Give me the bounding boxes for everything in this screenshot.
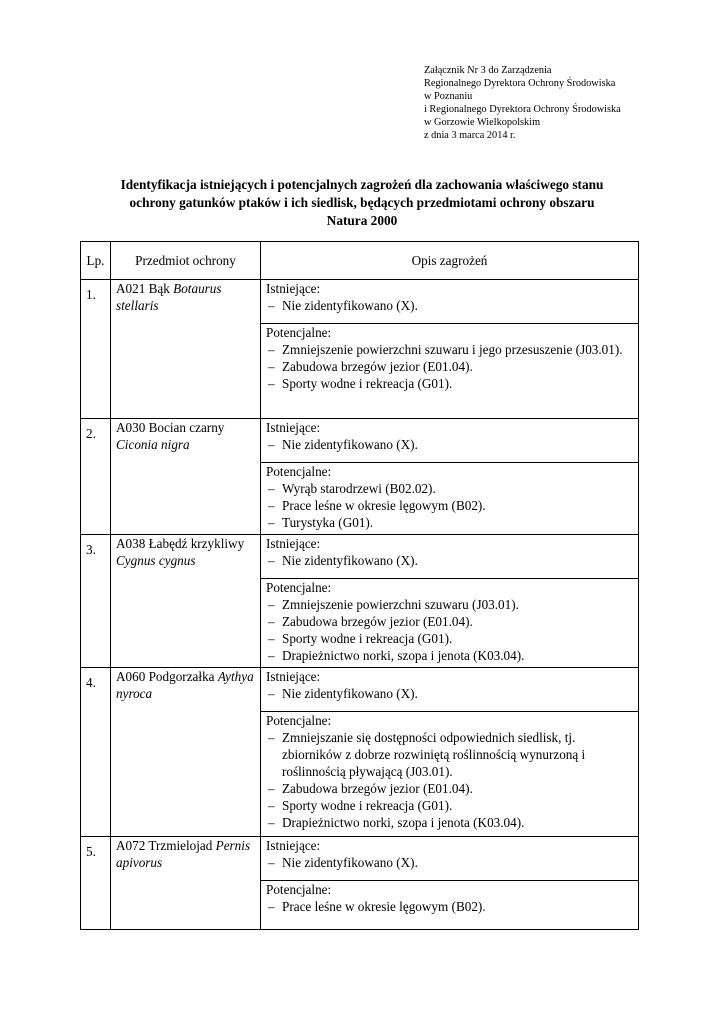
species-name: A038 Łabędź krzykliwy (116, 536, 245, 551)
potential-threats-cell (261, 712, 639, 837)
species-name: A021 Bąk (116, 281, 170, 296)
existing-threats-cell (261, 280, 639, 324)
header-lp: Lp. (81, 242, 111, 280)
title-line: ochrony gatunków ptaków i ich siedlisk, będących przedmiotami ochrony obszaru (129, 195, 595, 210)
annex-line: i Regionalnego Dyrektora Ochrony Środowiska (424, 104, 621, 116)
table-row (81, 535, 639, 579)
header-description: Opis zagrożeń (261, 242, 639, 280)
threat-item: – Nie zidentyfikowano (X). (266, 436, 638, 453)
subject-cell (111, 280, 261, 419)
existing-label: Istniejące: (266, 536, 321, 551)
potential-threats-cell (261, 881, 639, 930)
potential-threats-list (266, 480, 638, 531)
annex-line: w Poznaniu (424, 91, 473, 103)
species-latin-name: Aythya nyroca (116, 669, 254, 701)
row-number: 5. (86, 844, 96, 859)
existing-threats-list (266, 436, 638, 453)
subject-cell (111, 668, 261, 837)
species-latin-name: Botaurus stellaris (116, 281, 222, 313)
existing-label: Istniejące: (266, 669, 321, 684)
row-number-cell (81, 280, 111, 419)
potential-label: Potencjalne: (266, 464, 332, 479)
row-number: 1. (86, 287, 96, 302)
existing-label: Istniejące: (266, 420, 321, 435)
table-row (81, 837, 639, 881)
annex-line: Załącznik Nr 3 do Zarządzenia (424, 65, 552, 76)
annex-line: z dnia 3 marca 2014 r. (424, 130, 516, 142)
title-line: Natura 2000 (326, 213, 398, 228)
species-name: A072 Trzmielojad (116, 838, 213, 853)
existing-threats-cell (261, 668, 639, 712)
potential-threats-list (266, 729, 638, 831)
table-row (81, 280, 639, 324)
existing-threats-cell (261, 837, 639, 881)
potential-label: Potencjalne: (266, 325, 332, 340)
threat-item: – Wyrąb starodrzewi (B02.02). (266, 480, 638, 497)
existing-label: Istniejące: (266, 838, 321, 853)
species-latin-name: Cygnus cygnus (116, 553, 196, 568)
threat-item: – Nie zidentyfikowano (X). (266, 685, 638, 702)
row-number-cell (81, 419, 111, 535)
header-subject: Przedmiot ochrony (111, 242, 261, 280)
existing-threats-list (266, 552, 638, 569)
existing-threats-cell (261, 419, 639, 463)
potential-label: Potencjalne: (266, 580, 332, 595)
title-line: Identyfikacja istniejących i potencjalnych zagrożeń dla zachowania właściwego stanu (120, 177, 604, 192)
threat-item: – Nie zidentyfikowano (X). (266, 297, 638, 314)
threat-item: – Zmniejszenie powierzchni szuwaru i jego przesuszenie (J03.01). (266, 341, 638, 358)
existing-threats-list (266, 297, 638, 314)
threat-item: – Turystyka (G01). (266, 514, 638, 531)
table-row (81, 668, 639, 712)
threat-item: – Zabudowa brzegów jezior (E01.04). (266, 780, 638, 797)
potential-threats-cell (261, 463, 639, 535)
threat-item: – Zabudowa brzegów jezior (E01.04). (266, 613, 638, 630)
table-header-row (81, 242, 639, 280)
threat-item: – Nie zidentyfikowano (X). (266, 854, 638, 871)
document-title (80, 176, 644, 230)
existing-threats-list (266, 685, 638, 702)
subject-cell (111, 535, 261, 668)
threat-item: – Sporty wodne i rekreacja (G01). (266, 630, 638, 647)
subject-cell (111, 837, 261, 930)
species-name: A030 Bocian czarny (116, 420, 225, 435)
row-number: 4. (86, 675, 96, 690)
threat-item: – Drapieżnictwo norki, szopa i jenota (K03.04). (266, 647, 638, 664)
row-number-cell (81, 668, 111, 837)
existing-threats-cell (261, 535, 639, 579)
annex-line: w Gorzowie Wielkopolskim (424, 117, 541, 129)
annex-line: Regionalnego Dyrektora Ochrony Środowiska (424, 78, 616, 90)
row-number: 2. (86, 426, 96, 441)
threat-item: – Zmniejszenie powierzchni szuwaru (J03.01). (266, 596, 638, 613)
species-latin-name: Pernis apivorus (116, 838, 251, 870)
potential-threats-list (266, 596, 638, 664)
potential-threats-list (266, 341, 638, 392)
threat-item: – Zabudowa brzegów jezior (E01.04). (266, 358, 638, 375)
existing-threats-list (266, 854, 638, 871)
existing-label: Istniejące: (266, 281, 321, 296)
threat-item: – Nie zidentyfikowano (X). (266, 552, 638, 569)
potential-threats-list (266, 898, 638, 915)
species-latin-name: Ciconia nigra (116, 437, 190, 452)
potential-threats-cell (261, 324, 639, 419)
annex-note (424, 64, 621, 143)
species-name: A060 Podgorzałka (116, 669, 215, 684)
potential-label: Potencjalne: (266, 882, 332, 897)
row-number-cell (81, 535, 111, 668)
threat-item: – Sporty wodne i rekreacja (G01). (266, 375, 638, 392)
subject-cell (111, 419, 261, 535)
threats-table (80, 241, 639, 930)
potential-threats-cell (261, 579, 639, 668)
threat-item: – Prace leśne w okresie lęgowym (B02). (266, 497, 638, 514)
threat-item: – Sporty wodne i rekreacja (G01). (266, 797, 638, 814)
table-row (81, 419, 639, 463)
threat-item: – Prace leśne w okresie lęgowym (B02). (266, 898, 638, 915)
threat-item: – Zmniejszanie się dostępności odpowiednich siedlisk, tj. zbiorników z dobrze rozwiniętą roślinnością wynurzoną i roślinnością pływającą (J03.01). (266, 729, 638, 780)
row-number-cell (81, 837, 111, 930)
row-number: 3. (86, 542, 96, 557)
threat-item: – Drapieżnictwo norki, szopa i jenota (K03.04). (266, 814, 638, 831)
potential-label: Potencjalne: (266, 713, 332, 728)
